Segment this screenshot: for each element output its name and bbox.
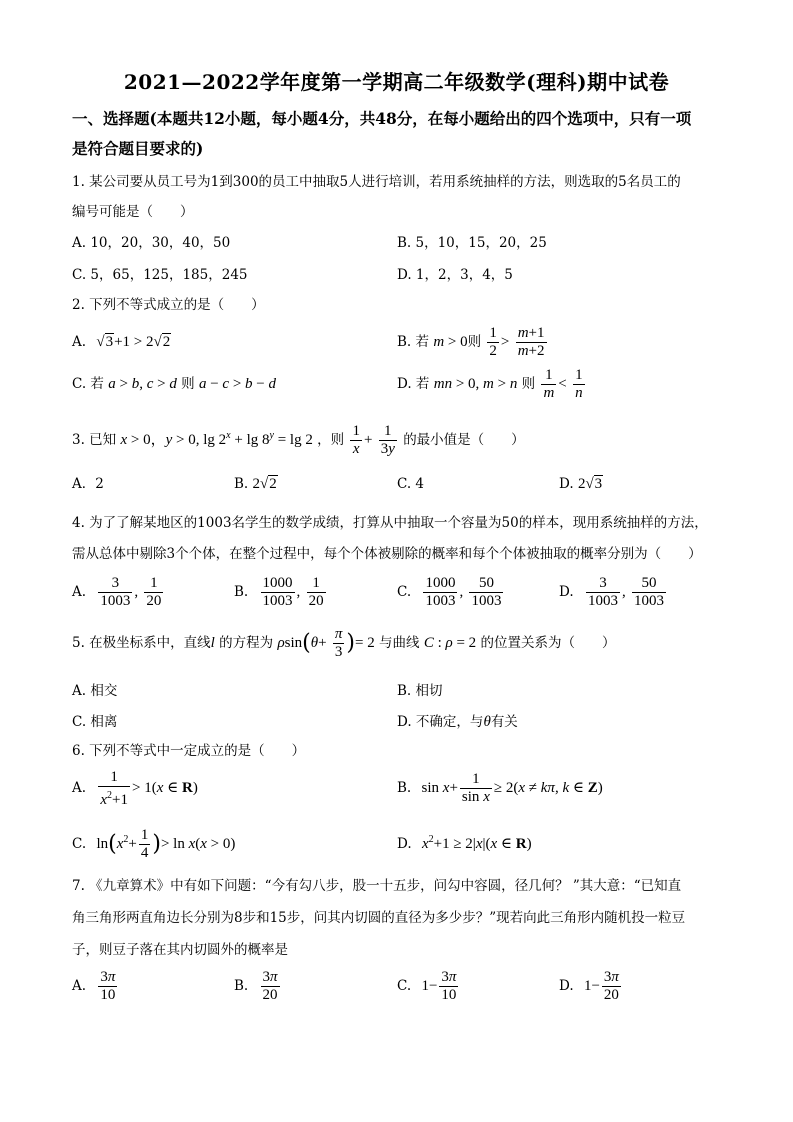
q4-option-b: B. $\frac{1000}{1003}$ , $\frac{1}{20}$ xyxy=(234,572,328,612)
exam-title: 2021—2022学年度第一学期高二年级数学(理科)期中试卷 xyxy=(123,70,670,94)
q6-option-c-label: C. xyxy=(72,836,87,852)
q2-stem: 2. 下列不等式成立的是（ ） xyxy=(72,297,265,313)
q3-option-a: A．2 xyxy=(72,476,104,492)
q4-option-d: D. $\frac{3}{1003}$ , $\frac{50}{1003}$ xyxy=(559,572,668,612)
q6-stem: 6. 下列不等式中一定成立的是（ ） xyxy=(72,743,306,759)
q5-stem-mid2: 与曲线 xyxy=(379,635,420,651)
q3-stem-suffix: 的最小值是（ ） xyxy=(403,432,525,448)
q7-stem-line3: 子，则豆子落在其内切圆外的概率是 xyxy=(72,942,288,958)
q7-option-b-label: B. xyxy=(234,978,249,994)
q1-option-d: D. 1，2，3，4，5 xyxy=(397,267,513,283)
q7-option-c-label: C. xyxy=(397,978,412,994)
q4-option-c: C. $\frac{1000}{1003}$ , $\frac{50}{1003}$ xyxy=(397,572,505,612)
q6-option-a: A. $\frac{1}{x^2+1}$ > 1(x ∈ R) xyxy=(72,768,198,808)
q6-option-d-label: D. xyxy=(397,836,412,852)
q4-option-b-label: B. xyxy=(234,584,249,600)
section-heading-line2: 是符合题目要求的) xyxy=(72,139,204,158)
q3-option-d: D. 2√3 xyxy=(559,476,603,492)
q2-option-c-label: C. 若 xyxy=(72,376,104,392)
q1-option-b: B. 5，10，15，20，25 xyxy=(397,235,547,251)
q1-stem-line2: 编号可能是（ ） xyxy=(72,204,194,220)
q5-stem-prefix: 5. 在极坐标系中，直线 xyxy=(72,635,211,651)
q3-option-b-label: B. xyxy=(234,476,249,492)
q5-option-b: B. 相切 xyxy=(397,683,443,699)
q4-option-d-label: D. xyxy=(559,584,574,600)
q4-stem-line2: 需从总体中剔除3个个体，在整个过程中，每个个体被剔除的概率和每个个体被抽取的概率分别为（ ） xyxy=(72,546,702,562)
q5-option-a: A. 相交 xyxy=(72,683,118,699)
q6-option-d: D. $x^2+1 \ge 2|x|(x$ ∈ R) xyxy=(397,820,532,860)
q3-option-d-label: D. xyxy=(559,476,574,492)
q7-option-d-label: D. xyxy=(559,978,574,994)
q7-option-d: D. 1− $\frac{3\pi}{20}$ xyxy=(559,966,623,1006)
q5-stem-suffix: 的位置关系为（ ） xyxy=(480,635,616,651)
q2-option-d-label: D. 若 xyxy=(397,376,430,392)
q2-option-a xyxy=(72,322,171,362)
q7-option-b: B. $\frac{3\pi}{20}$ xyxy=(234,966,282,1006)
q7-stem-line1: 7. 《九章算术》中有如下问题：“今有勾八步，股一十五步，问勾中容圆，径几何？ ”其大意：“已知直 xyxy=(72,878,682,894)
q4-option-a-label: A. xyxy=(72,584,87,600)
q5-stem-mid1: 的方程为 xyxy=(219,635,274,651)
q4-option-c-label: C. xyxy=(397,584,412,600)
q5-stem: 5. 在极坐标系中，直线l 的方程为 ρsin(θ+ $\frac{\pi}{3}$ )= 2 与曲线 C : ρ = 2 的位置关系为（ ） xyxy=(72,626,616,660)
q1-option-a: A. 10，20，30，40，50 xyxy=(72,235,231,251)
q2-option-b-label: B. 若 xyxy=(397,334,430,350)
q5-option-c: C. 相离 xyxy=(72,714,118,730)
q3-stem: 3. 已知 x > 0，y > 0, $\lg 2^x + \lg 8^y = \lg 2$ ，则 $\frac{1}{x}$ + $\frac{1}{3y}$ 的最小值是（ ） xyxy=(72,423,525,457)
q4-stem-line1: 4. 为了了解某地区的1003名学生的数学成绩，打算从中抽取一个容量为50的样本，现用系统抽样的方法， xyxy=(72,515,708,531)
q2-option-d: D. 若 mn > 0, m > n 则 $\frac{1}{m}$ < $\frac{1}{n}$ xyxy=(397,367,583,401)
q2-option-c: C. 若 a > b, c > d 则 a − c > b − d xyxy=(72,376,277,392)
q5-option-d-suffix: 有关 xyxy=(490,714,518,730)
q5-option-d-prefix: D. 不确定，与 xyxy=(397,714,484,730)
q7-option-a-label: A. xyxy=(72,978,87,994)
q3-stem-mid: ，则 xyxy=(317,432,345,448)
section-heading-line1: 一、选择题(本题共12小题，每小题4分，共48分，在每小题给出的四个选项中，只有一项 xyxy=(72,109,692,128)
q3-option-b: B. 2√2 xyxy=(234,476,277,492)
q1-option-c: C. 5，65，125，185，245 xyxy=(72,267,248,283)
q5-option-d: D. 不确定，与θ有关 xyxy=(397,714,518,730)
q2-option-b: B. 若 m > 0则 $\frac{1}{2}$ > $\frac{m+1}{m+2}$ xyxy=(397,325,545,359)
q1-stem-line1: 1. 某公司要从员工号为1到300的员工中抽取5人进行培训，若用系统抽样的方法，则选取的5名员工的 xyxy=(72,174,681,190)
q3-option-c: C. 4 xyxy=(397,476,425,492)
q2-option-d-then: 则 xyxy=(521,376,536,392)
q6-option-b-label: B. xyxy=(397,780,412,796)
q6-option-b: B. sin x+ $\frac{1}{\text{sin x}}$ ≥ 2(x ≠ kπ, k ∈ Z) xyxy=(397,768,603,808)
q7-stem-line2: 角三角形两直角边长分别为8步和15步，问其内切圆的直径为多少步？”现若向此三角形内随机投一粒豆 xyxy=(72,910,686,926)
q6-option-a-label: A. xyxy=(72,780,87,796)
q7-option-c: C. 1− $\frac{3\pi}{10}$ xyxy=(397,966,460,1006)
q7-option-a: A. $\frac{3\pi}{10}$ xyxy=(72,966,119,1006)
q2-option-a-label: A. xyxy=(72,334,87,350)
q6-option-c: C. $\ln(x^2+$ $\frac{1}{4}$ )> ln x(x > 0) xyxy=(72,820,235,860)
q3-stem-prefix: 3. 已知 xyxy=(72,432,117,448)
q2-option-a-formula: √3+1 > 2√2 xyxy=(96,334,171,350)
q4-option-a: A. $\frac{3}{1003}$ , $\frac{1}{20}$ xyxy=(72,572,165,612)
q2-option-c-then: 则 xyxy=(181,376,195,392)
q2-option-b-then: 则 xyxy=(467,334,482,350)
